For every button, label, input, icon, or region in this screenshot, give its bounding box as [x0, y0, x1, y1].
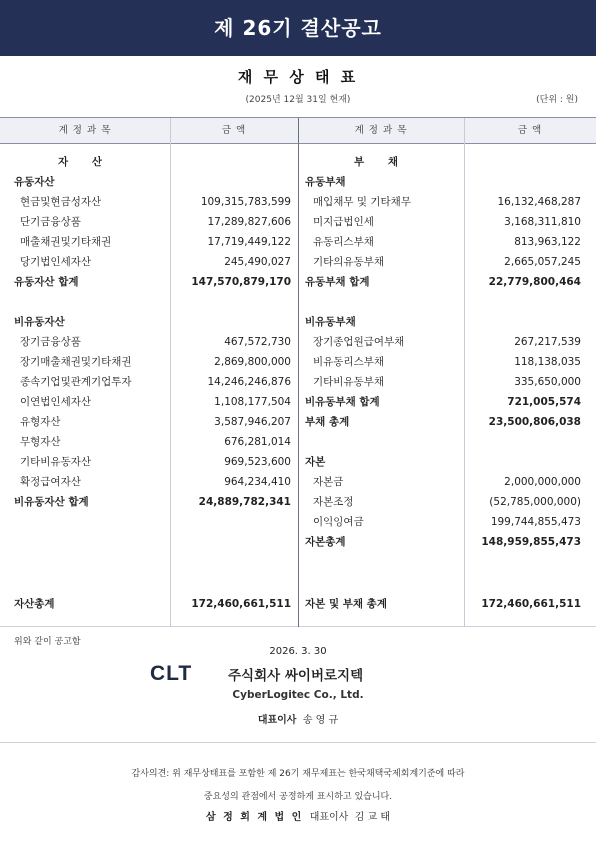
company-name-english: CyberLogitec Co., Ltd. [232, 689, 364, 701]
account-label: 종속기업및관계기업투자 [20, 376, 132, 388]
ceo-title: 대표이사 [257, 715, 297, 726]
company-name: 주식회사 싸이버로지텍 [228, 668, 364, 684]
subtotal-amount: 721,005,574 [507, 396, 581, 408]
announcement-banner [0, 0, 596, 56]
account-amount: 17,289,827,606 [207, 216, 291, 228]
account-label: 기타의유동부채 [313, 256, 385, 268]
account-amount: 2,869,800,000 [214, 356, 291, 368]
account-amount: 1,108,177,504 [214, 396, 291, 408]
account-amount: 118,138,035 [514, 356, 581, 368]
ceo-name: 송 영 규 [302, 715, 339, 726]
header-right-item: 계 정 과 목 [354, 125, 408, 136]
account-amount: 2,000,000,000 [504, 476, 581, 488]
total-assets-amount: 172,460,661,511 [191, 598, 291, 610]
account-amount: 16,132,468,287 [497, 196, 581, 208]
center-divider [298, 118, 299, 627]
account-label: 확정급여자산 [20, 476, 81, 488]
divider [0, 742, 596, 743]
clt-logo [150, 660, 198, 684]
header-left-amount: 금 액 [221, 125, 247, 136]
account-label: 장기매출채권및기타채권 [20, 356, 132, 368]
account-label: 단기금융상품 [20, 216, 81, 228]
account-label: 매입채무 및 기타채무 [313, 196, 411, 208]
auditor-title: 대표이사 [309, 812, 349, 823]
account-label: 당기법인세자산 [20, 256, 92, 268]
subtotal-label: 유동부채 합계 [305, 276, 370, 288]
subtotal-label: 자본총계 [305, 536, 346, 548]
announcement-note: 위와 같이 공고함 [14, 637, 81, 647]
announcement-title: 제 26기 결산공고 [214, 16, 382, 40]
account-amount: 17,719,449,122 [207, 236, 291, 248]
account-label: 매출채권및기타채권 [20, 236, 112, 248]
group-heading: 유동자산 [14, 176, 55, 188]
account-label: 기타비유동부채 [313, 376, 385, 388]
account-amount: 467,572,730 [224, 336, 291, 348]
account-label: 무형자산 [20, 436, 61, 448]
audit-opinion-line-1: 감사의견: 위 재무상태표를 포함한 제 26기 재무제표는 한국채택국제회계기준에 따라 [131, 769, 465, 779]
subtotal-amount: 24,889,782,341 [198, 496, 291, 508]
account-label: 이익잉여금 [313, 516, 364, 528]
total-assets-label: 자산총계 [14, 598, 55, 610]
subtotal-amount: 148,959,855,473 [481, 536, 581, 548]
subtotal-label: 비유동자산 합계 [14, 496, 89, 508]
account-amount: 245,490,027 [224, 256, 291, 268]
account-label: 자본조정 [313, 496, 354, 508]
ceo-line [0, 711, 596, 726]
account-label: 기타비유동자산 [20, 456, 92, 468]
header-right-amount: 금 액 [517, 125, 543, 136]
group-heading: 비유동자산 [14, 316, 65, 328]
announcement-date: 2026. 3. 30 [269, 646, 327, 657]
account-label: 장기종업원급여부채 [313, 336, 405, 348]
balance-sheet-table [0, 117, 596, 627]
subtotal-label: 유동자산 합계 [14, 276, 79, 288]
subtotal-label: 부채 총계 [305, 416, 350, 428]
account-amount: 199,744,855,473 [490, 516, 581, 528]
account-amount: 964,234,410 [224, 476, 291, 488]
account-amount: (52,785,000,000) [489, 496, 581, 508]
account-label: 이연법인세자산 [20, 396, 92, 408]
group-heading: 자본 [305, 456, 326, 468]
group-heading: 유동부채 [305, 176, 346, 188]
account-label: 비유동리스부채 [313, 356, 385, 368]
header-left-item: 계 정 과 목 [58, 125, 112, 136]
account-amount: 676,281,014 [224, 436, 291, 448]
account-amount: 3,168,311,810 [504, 216, 581, 228]
statement-unit: (단위 : 원) [536, 95, 578, 105]
auditor-firm: 삼 정 회 계 법 인 [205, 812, 304, 823]
subtotal-amount: 23,500,806,038 [488, 416, 581, 428]
audit-opinion-line-2: 중요성의 관점에서 공정하게 표시하고 있습니다. [203, 792, 393, 802]
account-amount: 813,963,122 [514, 236, 581, 248]
section-heading: 부 채 [354, 156, 408, 168]
account-amount: 2,665,057,245 [504, 256, 581, 268]
subtotal-amount: 22,779,800,464 [488, 276, 581, 288]
account-amount: 267,217,539 [514, 336, 581, 348]
auditor-name: 김 교 태 [354, 812, 391, 823]
total-liabilities-equity-amount: 172,460,661,511 [481, 598, 581, 610]
account-label: 장기금융상품 [20, 336, 81, 348]
group-heading: 비유동부채 [305, 316, 356, 328]
account-amount: 14,246,246,876 [207, 376, 291, 388]
account-amount: 109,315,783,599 [200, 196, 291, 208]
subtotal-amount: 147,570,879,170 [191, 276, 291, 288]
account-label: 현금및현금성자산 [20, 196, 102, 208]
account-label: 유형자산 [20, 416, 61, 428]
subtotal-label: 비유동부채 합계 [305, 396, 380, 408]
account-label: 자본금 [313, 476, 344, 488]
logo-text: CLT [150, 662, 193, 684]
section-heading: 자 산 [58, 156, 112, 168]
account-label: 유동리스부채 [313, 236, 374, 248]
account-amount: 969,523,600 [224, 456, 291, 468]
auditor-line [0, 808, 596, 823]
total-liabilities-equity-label: 자본 및 부채 총계 [305, 598, 387, 610]
statement-date: (2025년 12월 31일 현재) [245, 95, 351, 105]
account-amount: 3,587,946,207 [214, 416, 291, 428]
account-label: 미지급법인세 [313, 216, 374, 228]
account-amount: 335,650,000 [514, 376, 581, 388]
statement-title: 재 무 상 태 표 [237, 68, 359, 86]
